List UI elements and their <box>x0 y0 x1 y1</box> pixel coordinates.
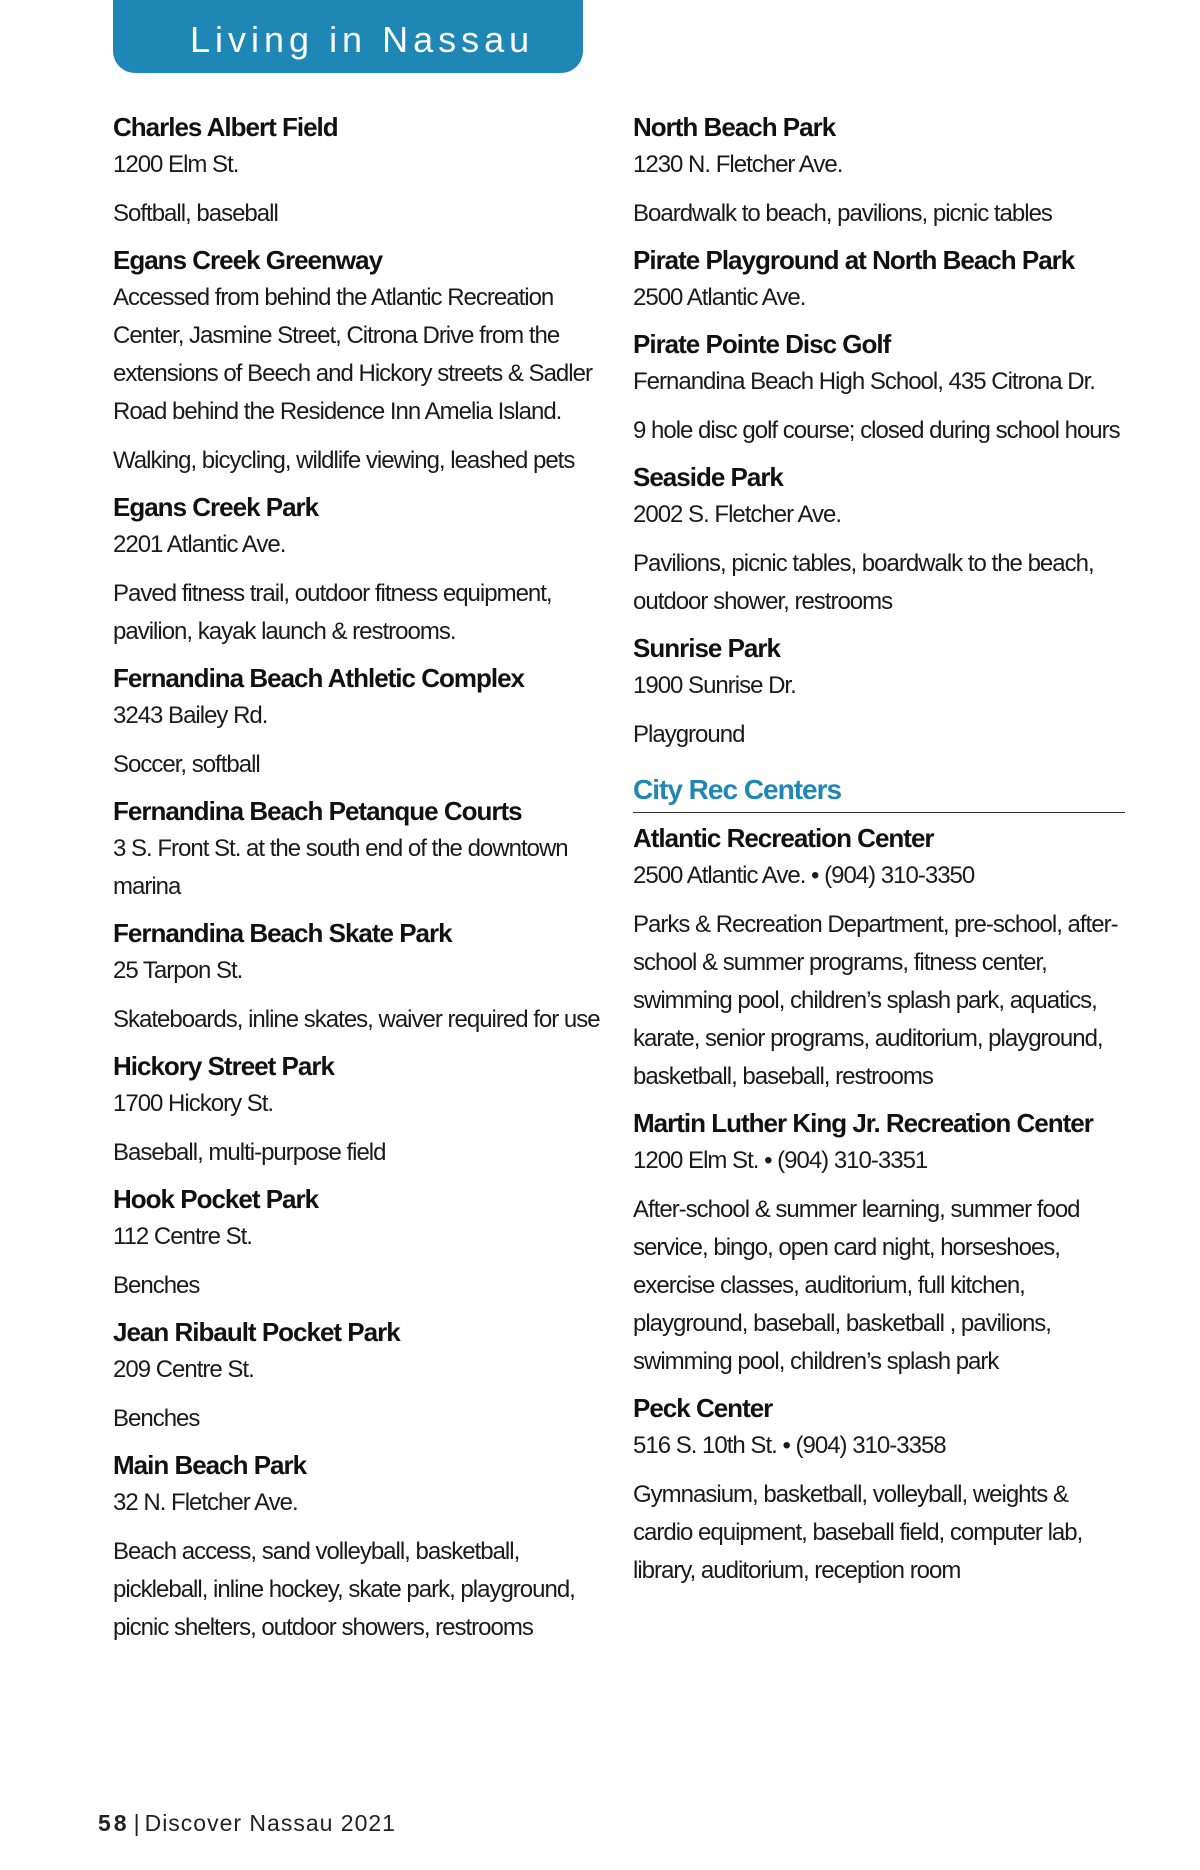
park-entry <box>113 792 613 906</box>
park-entry <box>633 241 1125 317</box>
park-address: 2201 Atlantic Ave. <box>113 531 286 558</box>
park-name: Egans Creek Park <box>113 492 319 522</box>
park-entry <box>113 1313 613 1438</box>
park-name: Seaside Park <box>633 462 783 492</box>
rec-centers-heading: City Rec Centers <box>633 770 1125 813</box>
park-amenities: Beach access, sand volleyball, basketball, pickleball, inline hockey, skate park, playground, picnic shelters, outdoor showers, restrooms <box>113 1538 575 1641</box>
park-name: Charles Albert Field <box>113 112 338 142</box>
park-amenities: Boardwalk to beach, pavilions, picnic tables <box>633 200 1052 227</box>
rec-center-name: Peck Center <box>633 1393 773 1423</box>
park-amenities: Baseball, multi-purpose field <box>113 1139 386 1166</box>
park-name: Hickory Street Park <box>113 1051 334 1081</box>
park-entry <box>633 458 1125 621</box>
park-amenities: Walking, bicycling, wildlife viewing, leashed pets <box>113 447 575 474</box>
rec-center-contact: 1200 Elm St. • (904) 310-3351 <box>633 1147 928 1174</box>
park-entry <box>633 325 1125 450</box>
rec-center-name: Atlantic Recreation Center <box>633 823 934 853</box>
rec-center-programs: Gymnasium, basketball, volleyball, weights & cardio equipment, baseball field, computer lab, library, auditorium, reception room <box>633 1481 1083 1584</box>
park-amenities: Pavilions, picnic tables, boardwalk to the beach, outdoor shower, restrooms <box>633 550 1094 615</box>
publication-name: Discover Nassau 2021 <box>144 1810 396 1836</box>
park-amenities: Playground <box>633 721 745 748</box>
park-address: 1200 Elm St. <box>113 151 239 178</box>
section-title: Living in Nassau <box>190 19 535 60</box>
park-name: Egans Creek Greenway <box>113 245 383 275</box>
rec-center-entry <box>633 1389 1125 1590</box>
rec-center-contact: 2500 Atlantic Ave. • (904) 310-3350 <box>633 862 975 889</box>
park-amenities: Softball, baseball <box>113 200 278 227</box>
section-header-tab <box>113 0 583 73</box>
rec-center-contact: 516 S. 10th St. • (904) 310-3358 <box>633 1432 946 1459</box>
park-address: 1900 Sunrise Dr. <box>633 672 796 699</box>
park-entry <box>113 108 613 233</box>
park-address: 2002 S. Fletcher Ave. <box>633 501 842 528</box>
park-address: 3 S. Front St. at the south end of the downtown marina <box>113 835 568 900</box>
page-number: 58 <box>98 1810 130 1836</box>
footer-separator: | <box>133 1810 141 1836</box>
park-amenities: Benches <box>113 1405 200 1432</box>
park-entry <box>633 629 1125 754</box>
park-address: 1230 N. Fletcher Ave. <box>633 151 843 178</box>
park-name: Fernandina Beach Athletic Complex <box>113 663 525 693</box>
park-entry <box>113 241 613 480</box>
park-address: 25 Tarpon St. <box>113 957 243 984</box>
park-entry <box>113 1180 613 1305</box>
park-name: Sunrise Park <box>633 633 780 663</box>
park-name: Fernandina Beach Skate Park <box>113 918 452 948</box>
park-amenities: Benches <box>113 1272 200 1299</box>
right-column <box>633 108 1125 1598</box>
park-name: Main Beach Park <box>113 1450 307 1480</box>
park-address: 1700 Hickory St. <box>113 1090 274 1117</box>
rec-center-entry <box>633 819 1125 1096</box>
rec-center-name: Martin Luther King Jr. Recreation Center <box>633 1108 1093 1138</box>
park-address: 112 Centre St. <box>113 1223 252 1250</box>
park-address: 32 N. Fletcher Ave. <box>113 1489 298 1516</box>
park-amenities: 9 hole disc golf course; closed during school hours <box>633 417 1120 444</box>
page-footer <box>98 1810 396 1837</box>
park-entry <box>113 659 613 784</box>
park-name: Jean Ribault Pocket Park <box>113 1317 400 1347</box>
park-address: 3243 Bailey Rd. <box>113 702 268 729</box>
park-entry <box>633 108 1125 233</box>
park-amenities: Skateboards, inline skates, waiver required for use <box>113 1006 600 1033</box>
park-address: Fernandina Beach High School, 435 Citrona Dr. <box>633 368 1095 395</box>
park-entry <box>113 914 613 1039</box>
park-name: Pirate Pointe Disc Golf <box>633 329 891 359</box>
park-name: North Beach Park <box>633 112 836 142</box>
park-amenities: Soccer, softball <box>113 751 260 778</box>
rec-center-programs: After-school & summer learning, summer food service, bingo, open card night, horseshoes, exercise classes, auditorium, full kitchen, playground, baseball, basketball , pavilions, swimming pool, children’s splash park <box>633 1196 1080 1375</box>
rec-center-entry <box>633 1104 1125 1381</box>
park-name: Pirate Playground at North Beach Park <box>633 245 1075 275</box>
park-name: Fernandina Beach Petanque Courts <box>113 796 522 826</box>
park-address: Accessed from behind the Atlantic Recreation Center, Jasmine Street, Citrona Drive from the extensions of Beech and Hickory streets & Sadler Road behind the Residence Inn Amelia Island. <box>113 284 592 425</box>
park-amenities: Paved fitness trail, outdoor fitness equipment, pavilion, kayak launch & restrooms. <box>113 580 552 645</box>
park-entry <box>113 1047 613 1172</box>
park-entry <box>113 1446 613 1647</box>
left-column <box>113 108 613 1655</box>
park-address: 2500 Atlantic Ave. <box>633 284 806 311</box>
park-entry <box>113 488 613 651</box>
rec-center-programs: Parks & Recreation Department, pre-school, after-school & summer programs, fitness center, swimming pool, children’s splash park, aquatics, karate, senior programs, auditorium, playground, basketball, baseball, restrooms <box>633 911 1118 1090</box>
park-address: 209 Centre St. <box>113 1356 254 1383</box>
park-name: Hook Pocket Park <box>113 1184 319 1214</box>
